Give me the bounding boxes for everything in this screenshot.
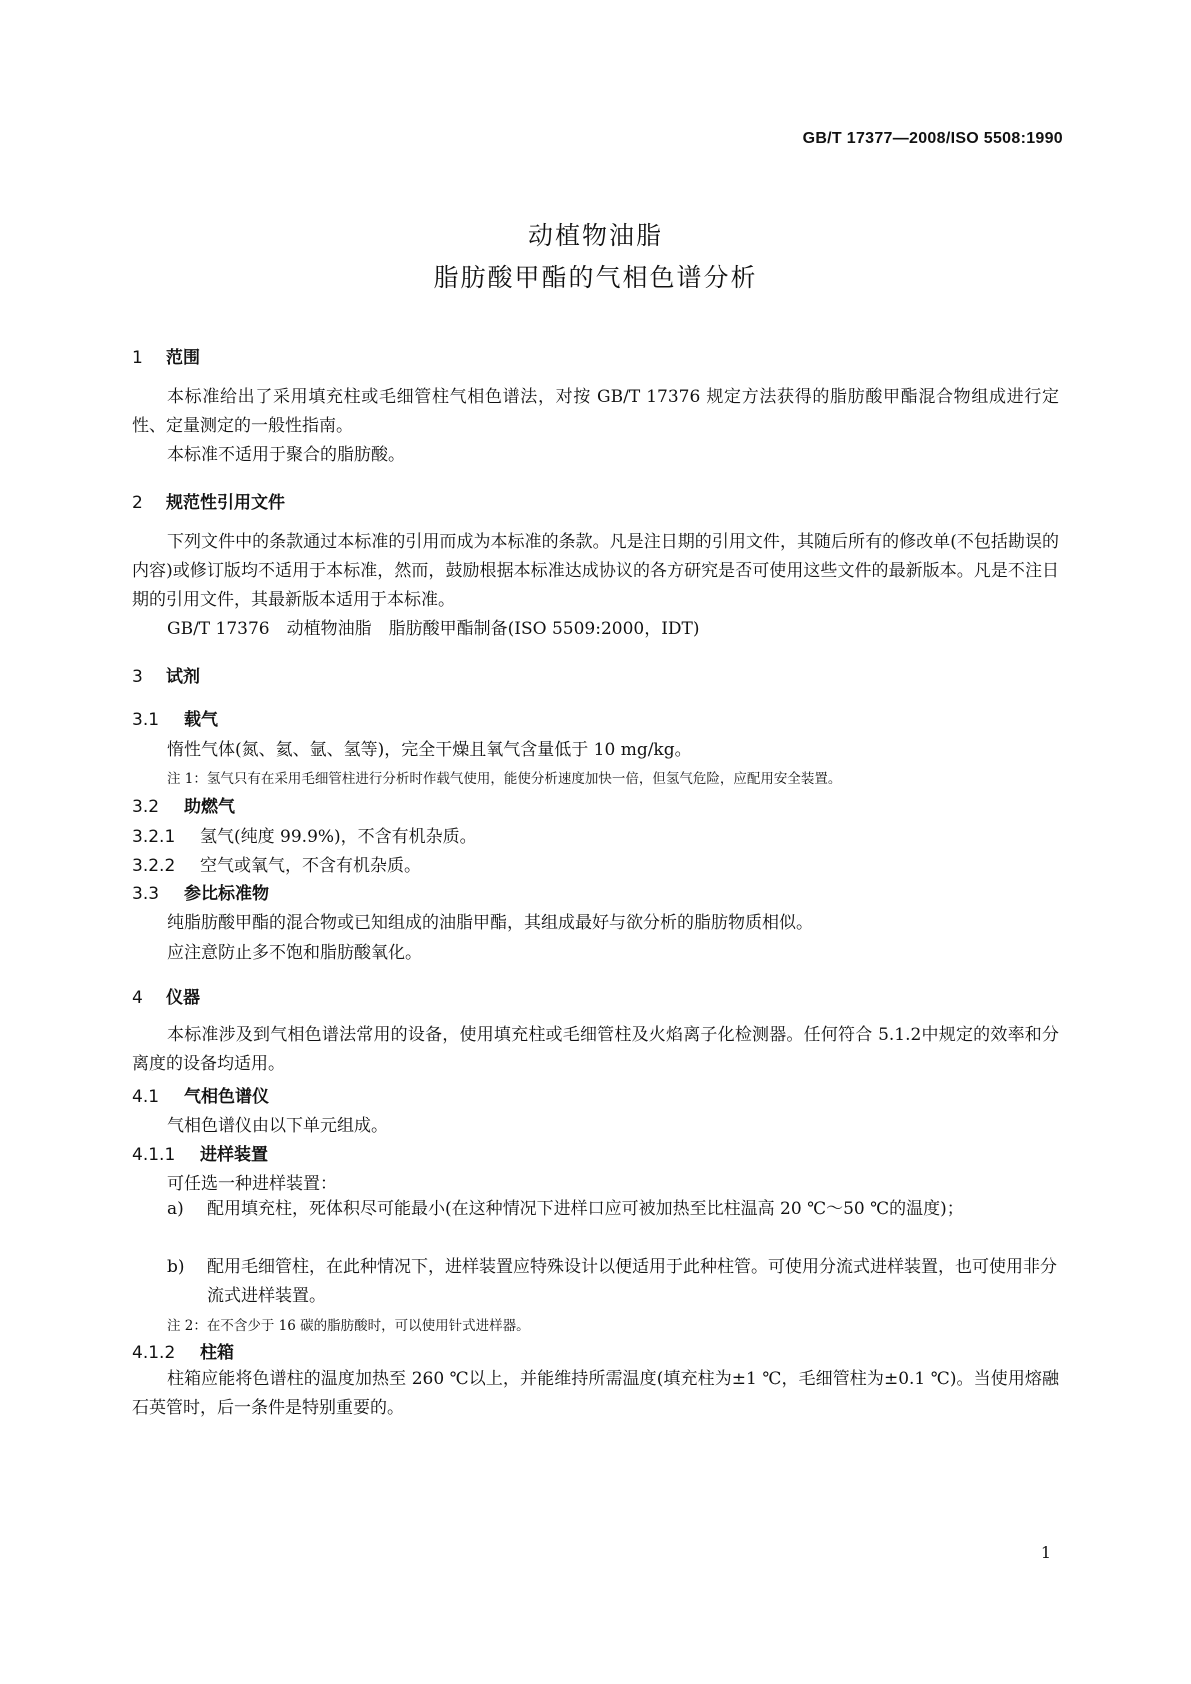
subsection-number: 3.2 (132, 797, 160, 817)
oven-paragraph: 柱箱应能将色谱柱的温度加热至 260 ℃以上，并能维持所需温度(填充柱为±1 ℃，毛细管柱为±0.1 ℃)。当使用熔融石英管时，后一条件是特别重要的。 (132, 1369, 1059, 1418)
subsection-3-1-heading (132, 705, 218, 730)
subsection-label: 载气 (184, 710, 218, 730)
standard-code: GB/T 17377—2008/ISO 5508:1990 (802, 130, 1063, 147)
section-4-heading (132, 983, 200, 1008)
reference-standard-text-2: 应注意防止多不饱和脂肪酸氧化。 (167, 943, 422, 963)
clause-3-2-2 (132, 851, 421, 876)
section-label: 规范性引用文件 (166, 493, 285, 513)
subsection-number: 4.1.2 (132, 1343, 176, 1363)
subsection-3-2-heading (132, 792, 235, 817)
reference-standard-text-1: 纯脂肪酸甲酯的混合物或已知组成的油脂甲酯，其组成最好与欲分析的脂肪物质相似。 (167, 913, 813, 933)
subsection-3-3-heading (132, 879, 269, 904)
subsection-4-1-heading (132, 1082, 269, 1107)
section-1-heading (132, 343, 200, 368)
list-marker: b) (167, 1257, 185, 1277)
subsection-number: 3.1 (132, 710, 160, 730)
gc-composition-text: 气相色谱仪由以下单元组成。 (167, 1116, 388, 1136)
section-number: 4 (132, 988, 143, 1008)
section-label: 试剂 (166, 667, 200, 687)
title-line-1: 动植物油脂 (527, 221, 663, 250)
section-number: 2 (132, 493, 143, 513)
normative-reference: GB/T 17376 动植物油脂 脂肪酸甲酯制备(ISO 5509:2000，IDT) (167, 619, 700, 639)
subsection-4-1-2-heading (132, 1338, 234, 1363)
list-item-text: 配用毛细管柱，在此种情况下，进样装置应特殊设计以便适用于此种柱管。可使用分流式进样装置，也可使用非分流式进样装置。 (207, 1257, 1057, 1306)
subsection-number: 3.3 (132, 884, 160, 904)
injector-intro: 可任选一种进样装置： (167, 1174, 337, 1194)
section-4-paragraph: 本标准涉及到气相色谱法常用的设备，使用填充柱或毛细管柱及火焰离子化检测器。任何符合 5.1.2中规定的效率和分离度的设备均适用。 (132, 1025, 1059, 1074)
page-number: 1 (1040, 1543, 1051, 1562)
clause-text: 空气或氧气，不含有机杂质。 (200, 856, 421, 876)
section-label: 范围 (166, 348, 200, 368)
note-2: 注 2：在不含少于 16 碳的脂肪酸时，可以使用针式进样器。 (167, 1318, 530, 1334)
subsection-4-1-1-heading (132, 1140, 268, 1165)
clause-number: 3.2.1 (132, 827, 176, 847)
section-1-paragraph-1: 本标准给出了采用填充柱或毛细管柱气相色谱法，对按 GB/T 17376 规定方法获得的脂肪酸甲酯混合物组成进行定性、定量测定的一般性指南。 (132, 387, 1059, 436)
section-1-paragraph-2: 本标准不适用于聚合的脂肪酸。 (167, 445, 405, 465)
carrier-gas-text: 惰性气体(氮、氦、氩、氢等)，完全干燥且氧气含量低于 10 mg/kg。 (167, 740, 692, 760)
list-item-a (167, 1195, 1059, 1224)
clause-text: 氢气(纯度 99.9%)，不含有机杂质。 (200, 827, 477, 847)
clause-3-2-1 (132, 822, 477, 847)
subsection-label: 柱箱 (200, 1343, 234, 1363)
list-marker: a) (167, 1199, 184, 1219)
section-3-heading (132, 662, 200, 687)
subsection-label: 气相色谱仪 (184, 1087, 269, 1107)
subsection-label: 进样装置 (200, 1145, 268, 1165)
section-2-paragraph: 下列文件中的条款通过本标准的引用而成为本标准的条款。凡是注日期的引用文件，其随后所有的修改单(不包括勘误的内容)或修订版均不适用于本标准，然而，鼓励根据本标准达成协议的各方研究是否可使用这些文件的最新版本。凡是不注日期的引用文件，其最新版本适用于本标准。 (132, 532, 1059, 610)
subsection-number: 4.1 (132, 1087, 160, 1107)
subsection-label: 助燃气 (184, 797, 235, 817)
subsection-number: 4.1.1 (132, 1145, 176, 1165)
clause-number: 3.2.2 (132, 856, 176, 876)
title-line-2: 脂肪酸甲酯的气相色谱分析 (433, 263, 758, 292)
list-item-b (167, 1253, 1059, 1311)
section-label: 仪器 (166, 988, 200, 1008)
list-item-text: 配用填充柱，死体积尽可能最小(在这种情况下进样口应可被加热至比柱温高 20 ℃～50 ℃的温度)； (207, 1199, 964, 1219)
section-2-heading (132, 488, 285, 513)
note-1: 注 1：氢气只有在采用毛细管柱进行分析时作载气使用，能使分析速度加快一倍，但氢气危险，应配用安全装置。 (167, 771, 842, 787)
subsection-label: 参比标准物 (184, 884, 269, 904)
section-number: 3 (132, 667, 143, 687)
section-number: 1 (132, 348, 143, 368)
